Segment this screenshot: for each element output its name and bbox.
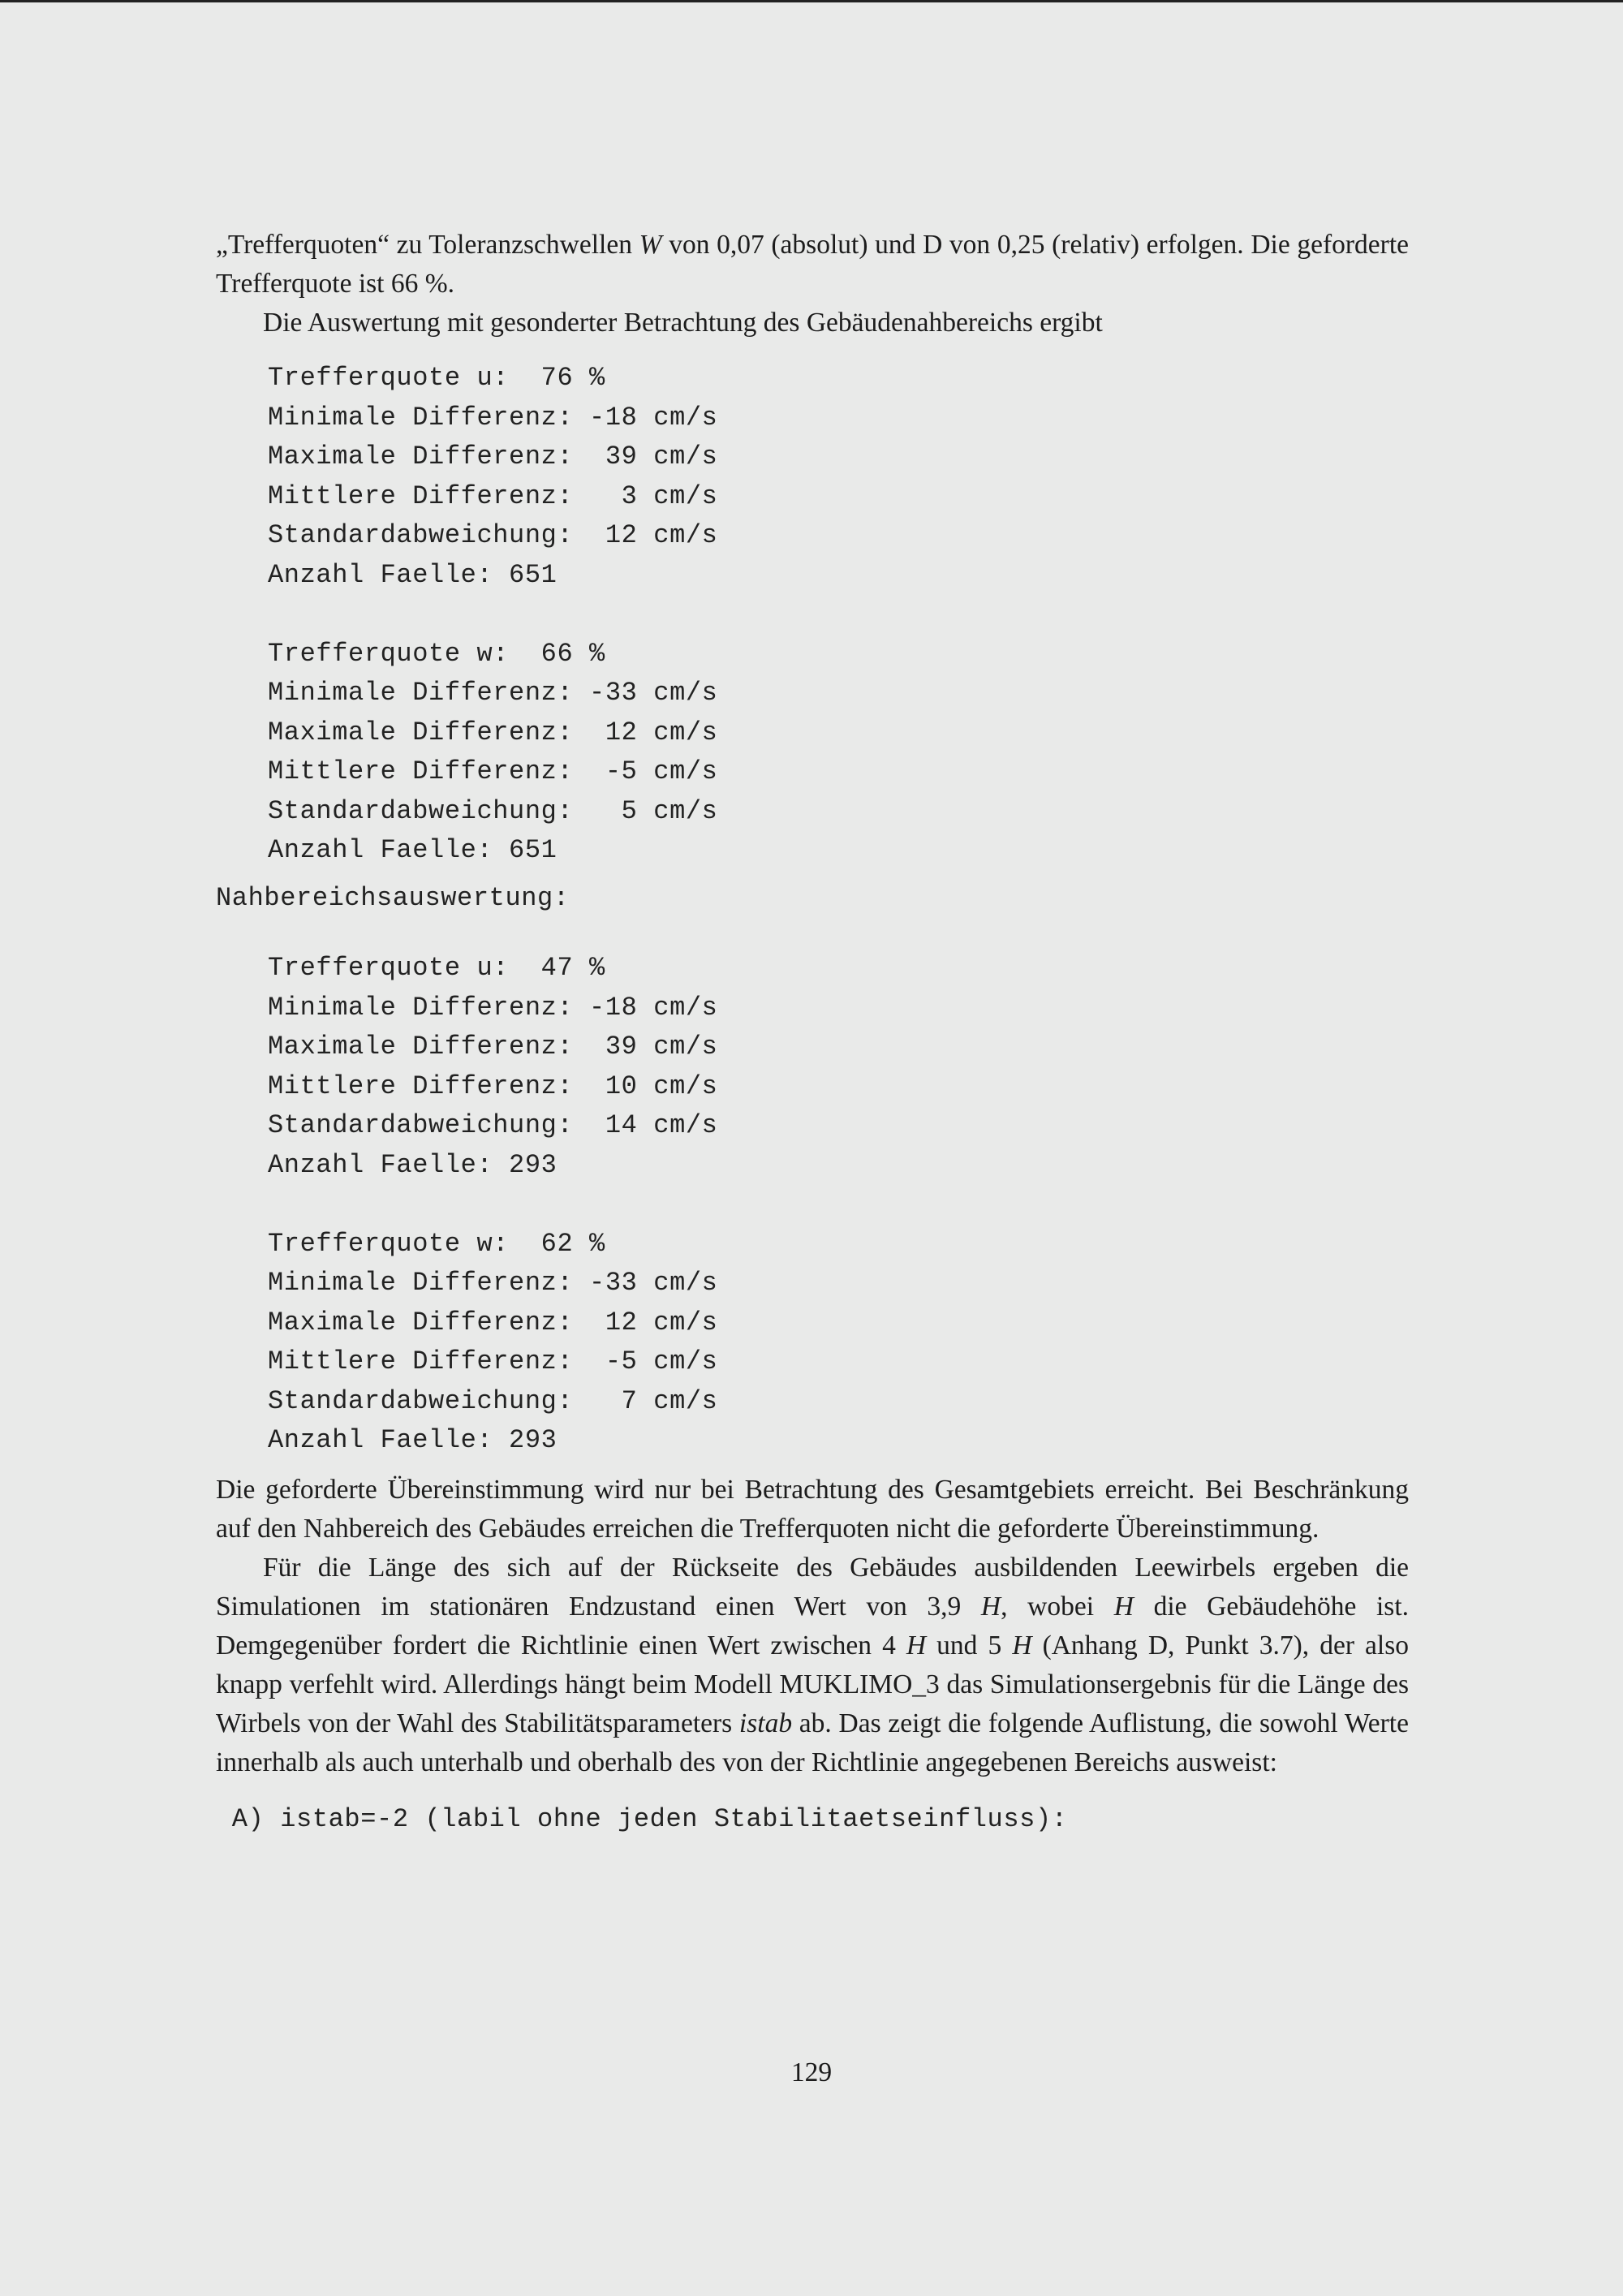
result-line: Minimale Differenz: -33 cm/s	[268, 1268, 718, 1298]
result-line: Anzahl Faelle: 651	[268, 559, 558, 590]
text-span: Für die Länge des sich auf der Rückseite des Gebäudes ausbildenden Leewirbels ergeben die Simulationen im stationären Endzustand einen Wert von 3,9	[216, 1552, 1409, 1622]
symbol-h: H	[1012, 1630, 1032, 1661]
result-line: Trefferquote w: 66 %	[268, 638, 605, 669]
result-line: Trefferquote w: 62 %	[268, 1228, 605, 1259]
result-line: Standardabweichung: 14 cm/s	[268, 1110, 718, 1140]
results-near-u	[268, 949, 1409, 1185]
page-top-edge	[0, 0, 1623, 2]
vortex-length-paragraph	[216, 1549, 1409, 1782]
intro-paragraph	[216, 226, 1409, 304]
evaluation-intro: Die Auswertung mit gesonderter Betrachtung des Gebäudenahbereichs ergibt	[263, 308, 1103, 338]
text-span: (Anhang D, Punkt 3.7), der also knapp verfehlt wird. Allerdings hängt beim Modell MUKLIMO_3 das Simulationsergebnis für die Länge des Wirbels von der Wahl des Stabilitätsparameters	[216, 1630, 1410, 1738]
conclusion-paragraph: Die geforderte Übereinstimmung wird nur bei Betrachtung des Gesamtgebiets erreicht. Bei Beschränkung auf den Nahbereich des Gebäudes erreichen die Trefferquoten nicht die geforderte Übereinstimmung.	[216, 1474, 1409, 1544]
result-line: Anzahl Faelle: 293	[268, 1149, 558, 1180]
result-line: Standardabweichung: 5 cm/s	[268, 795, 718, 826]
result-line: Minimale Differenz: -18 cm/s	[268, 992, 718, 1023]
result-line: Mittlere Differenz: 10 cm/s	[268, 1070, 718, 1101]
symbol-w: W	[639, 230, 662, 260]
result-line: Anzahl Faelle: 293	[268, 1425, 558, 1455]
document-page	[216, 226, 1409, 1839]
text-span: , wobei	[1001, 1591, 1114, 1622]
text-span: ab. Das zeigt die folgende Auflistung, die sowohl Werte innerhalb als auch unterhalb und oberhalb des von der Richtlinie angegebenen Bereichs ausweist:	[216, 1708, 1409, 1777]
result-line: Mittlere Differenz: -5 cm/s	[268, 1346, 718, 1376]
result-line: Maximale Differenz: 12 cm/s	[268, 717, 718, 747]
result-line: Standardabweichung: 7 cm/s	[268, 1385, 718, 1416]
result-line: Anzahl Faelle: 651	[268, 835, 558, 865]
results-total-w	[268, 635, 1409, 871]
results-near-w	[268, 1225, 1409, 1461]
page-number: 129	[790, 2057, 833, 2087]
result-line: Maximale Differenz: 12 cm/s	[268, 1307, 718, 1338]
result-line: Trefferquote u: 47 %	[268, 953, 605, 983]
result-line: Maximale Differenz: 39 cm/s	[268, 442, 718, 472]
intro-text-a: „Trefferquoten“ zu Toleranzschwellen	[216, 230, 639, 260]
text-span: und 5	[926, 1630, 1013, 1661]
case-a-line: A) istab=-2 (labil ohne jeden Stabilitaetseinfluss):	[216, 1803, 1068, 1834]
near-range-heading: Nahbereichsauswertung:	[216, 882, 570, 913]
result-line: Mittlere Differenz: 3 cm/s	[268, 480, 718, 511]
result-line: Minimale Differenz: -18 cm/s	[268, 402, 718, 433]
result-line: Trefferquote u: 76 %	[268, 363, 605, 393]
intro-text-b: von 0,07 (absolut) und D von 0,25 (relativ) erfolgen. Die geforderte Trefferquote ist 66 %.	[216, 230, 1409, 299]
parameter-istab: istab	[738, 1708, 793, 1738]
results-total-u	[268, 359, 1409, 595]
result-line: Standardabweichung: 12 cm/s	[268, 520, 718, 550]
result-line: Maximale Differenz: 39 cm/s	[268, 1032, 718, 1062]
symbol-h: H	[980, 1591, 1001, 1622]
result-line: Minimale Differenz: -33 cm/s	[268, 678, 718, 708]
text-span: die Gebäudehöhe ist. Demgegenüber fordert die Richtlinie einen Wert zwischen 4	[216, 1591, 1410, 1661]
symbol-h: H	[906, 1630, 927, 1661]
result-line: Mittlere Differenz: -5 cm/s	[268, 756, 718, 786]
symbol-h: H	[1113, 1591, 1134, 1622]
